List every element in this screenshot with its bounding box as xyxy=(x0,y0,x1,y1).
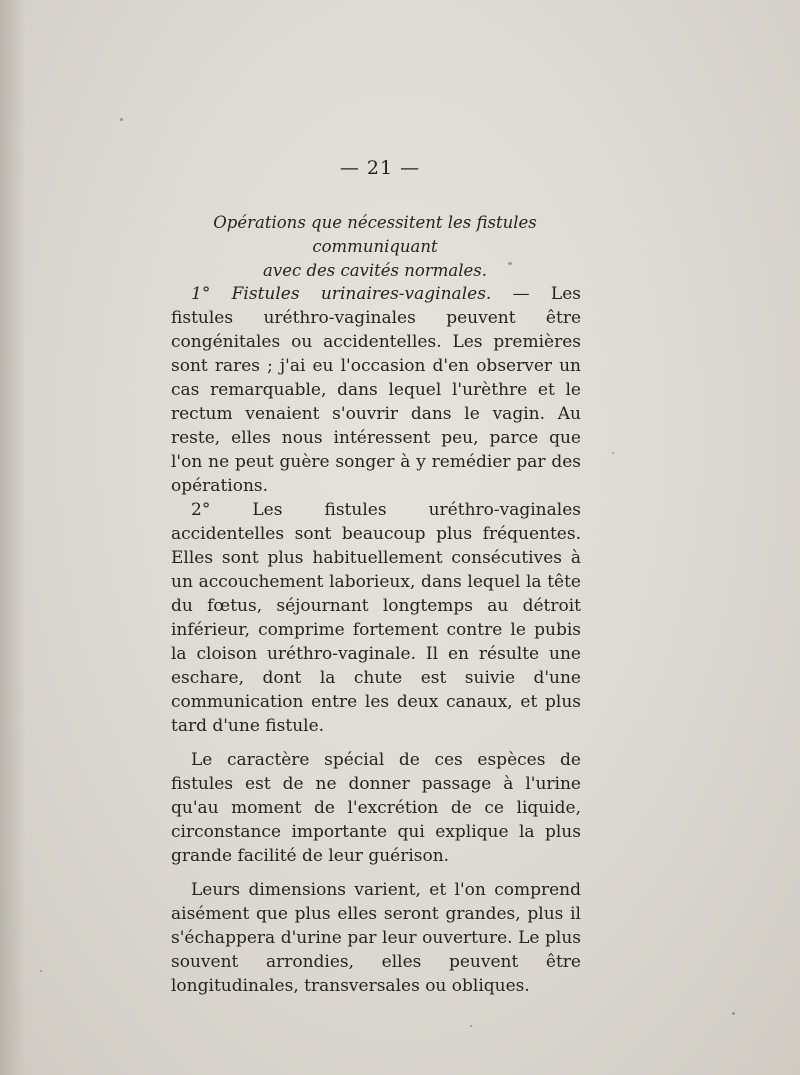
paragraph-1-heading: 1° Fistules urinaires-vaginales. xyxy=(191,284,492,304)
page-number: — 21 — xyxy=(339,157,421,179)
paper-speck xyxy=(470,1025,472,1027)
paper-speck xyxy=(120,118,123,121)
section-title-line-2: avec des cavités normales. xyxy=(263,261,487,280)
paragraph-1-text: — Les fistules uréthro-vaginales peuvent être congénitales ou accidentelles. Les premières sont rares ; j'ai eu l'occasion d'en observer un cas remarquable, dans lequel l'urèthre et le rectum venaient s'ouvrir dans le vagin. Au reste, elles nous intéressent peu, parce que l'on ne peut guère songer à y remédier par des opérations. xyxy=(171,284,581,496)
paragraph-3: Le caractère spécial de ces espèces de fistules est de ne donner passage à l'urine qu'au moment de l'excrétion de ce liquide, circonstance importante qui explique la plus grande facilité de leur guérison. xyxy=(171,750,581,866)
section-title-line-1: Opérations que nécessitent les fistules communiquant xyxy=(213,213,537,256)
paper-speck xyxy=(40,970,42,972)
paragraph-4: Leurs dimensions varient, et l'on comprend aisément que plus elles seront grandes, plus il s'échappera d'urine par leur ouverture. Le plus souvent arrondies, elles peuvent être longitudinales, transversales ou obliques. xyxy=(171,880,581,996)
paragraph-2: 2° Les fistules uréthro-vaginales accidentelles sont beaucoup plus fréquentes. Elles sont plus habituellement consécutives à un accouchement laborieux, dans lequel la tête du fœtus, séjournant longtemps au détroit inférieur, comprime fortement contre le pubis la cloison uréthro-vaginale. Il en résulte une eschare, dont la chute est suivie d'une communication entre les deux canaux, et plus tard d'une fistule. xyxy=(171,500,581,736)
paragraph-1 xyxy=(171,282,581,498)
paper-speck xyxy=(732,1012,735,1015)
body-text xyxy=(171,282,581,1006)
section-title xyxy=(160,211,590,283)
paper-speck xyxy=(612,452,614,454)
paper-speck xyxy=(508,262,512,265)
